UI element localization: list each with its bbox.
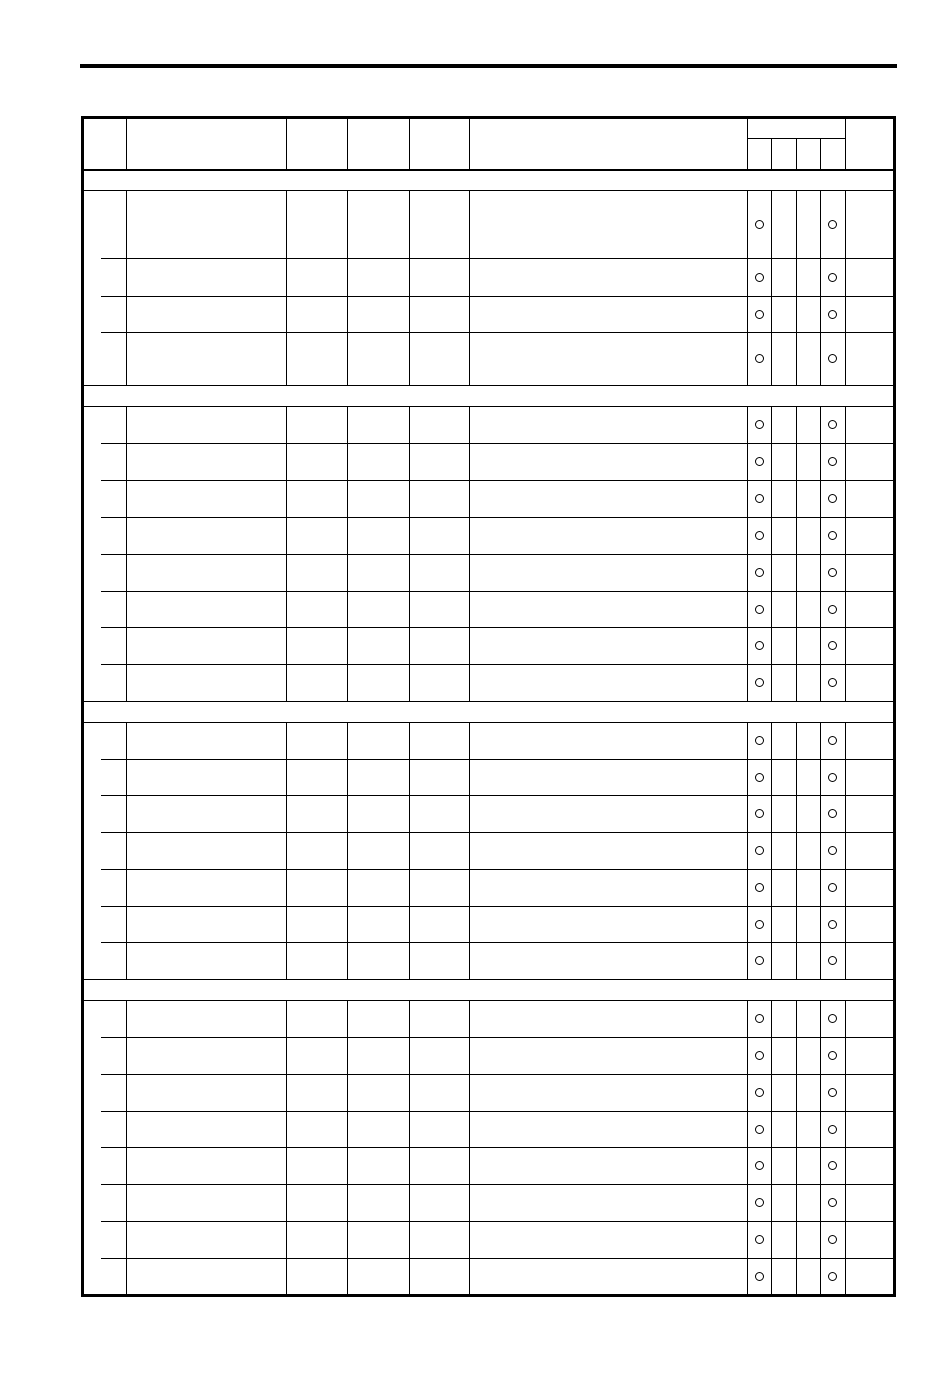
circle-mark [828, 494, 837, 503]
header-column-line [347, 116, 348, 169]
row-line [101, 627, 896, 628]
circle-mark [828, 773, 837, 782]
circle-mark [755, 457, 764, 466]
column-line [747, 190, 748, 385]
column-line [771, 190, 772, 385]
circle-mark [828, 678, 837, 687]
circle-mark [828, 273, 837, 282]
column-line [820, 722, 821, 979]
circle-mark [828, 1198, 837, 1207]
circle-mark [755, 1235, 764, 1244]
circle-mark [828, 531, 837, 540]
row-line [101, 1147, 896, 1148]
circle-mark [755, 1014, 764, 1023]
circle-mark [755, 273, 764, 282]
circle-mark [755, 1051, 764, 1060]
circle-mark [755, 773, 764, 782]
column-line [347, 722, 348, 979]
circle-mark [755, 568, 764, 577]
circle-mark [755, 809, 764, 818]
circle-mark [828, 1051, 837, 1060]
circle-mark [755, 956, 764, 965]
column-line [820, 190, 821, 385]
column-line [347, 190, 348, 385]
column-line [126, 190, 127, 385]
circle-mark [755, 531, 764, 540]
column-line [409, 722, 410, 979]
circle-mark [828, 1235, 837, 1244]
column-line [845, 190, 846, 385]
circle-mark [828, 1014, 837, 1023]
circle-mark [828, 1125, 837, 1134]
circle-mark [828, 920, 837, 929]
circle-mark [755, 883, 764, 892]
circle-mark [828, 1272, 837, 1281]
circle-mark [755, 920, 764, 929]
circle-mark [828, 220, 837, 229]
circle-mark [755, 494, 764, 503]
column-line [126, 722, 127, 979]
circle-mark [828, 736, 837, 745]
circle-mark [828, 883, 837, 892]
section-band-bottom [81, 722, 896, 723]
circle-mark [828, 956, 837, 965]
row-line [101, 942, 896, 943]
row-line [101, 1111, 896, 1112]
row-line [101, 832, 896, 833]
circle-mark [828, 809, 837, 818]
header-subcolumn-line [820, 138, 821, 169]
circle-mark [828, 420, 837, 429]
column-line [796, 722, 797, 979]
circle-mark [828, 1161, 837, 1170]
circle-mark [755, 736, 764, 745]
header-subcolumn-line [771, 138, 772, 169]
header-column-line [845, 116, 846, 169]
row-line [101, 869, 896, 870]
section-band-top [81, 979, 896, 980]
circle-mark [755, 1161, 764, 1170]
circle-mark [755, 1088, 764, 1097]
header-column-line [286, 116, 287, 169]
header-subcolumn-line [796, 138, 797, 169]
column-line [409, 190, 410, 385]
row-line [101, 517, 896, 518]
row-line [101, 480, 896, 481]
row-line [101, 258, 896, 259]
section-band-top [81, 385, 896, 386]
circle-mark [755, 678, 764, 687]
header-column-line [469, 116, 470, 169]
circle-mark [755, 605, 764, 614]
circle-mark [755, 220, 764, 229]
row-line [101, 443, 896, 444]
circle-mark [755, 310, 764, 319]
row-line [101, 1184, 896, 1185]
header-column-line [409, 116, 410, 169]
column-line [286, 722, 287, 979]
circle-mark [828, 605, 837, 614]
table-frame [81, 116, 896, 1297]
row-line [101, 1258, 896, 1259]
column-line [845, 722, 846, 979]
circle-mark [828, 846, 837, 855]
top-rule [80, 64, 897, 68]
circle-mark [755, 1198, 764, 1207]
row-line [101, 591, 896, 592]
header-column-line [747, 116, 748, 169]
circle-mark [828, 568, 837, 577]
column-line [469, 722, 470, 979]
circle-mark [828, 457, 837, 466]
row-line [101, 1221, 896, 1222]
column-line [796, 190, 797, 385]
row-line [101, 296, 896, 297]
row-line [101, 795, 896, 796]
row-line [101, 332, 896, 333]
circle-mark [755, 1272, 764, 1281]
row-line [101, 1074, 896, 1075]
circle-mark [828, 1088, 837, 1097]
row-line [101, 759, 896, 760]
circle-mark [755, 420, 764, 429]
circle-mark [755, 641, 764, 650]
section-band-bottom [81, 406, 896, 407]
circle-mark [755, 354, 764, 363]
row-line [101, 1037, 896, 1038]
circle-mark [828, 641, 837, 650]
section-band-bottom [81, 190, 896, 191]
circle-mark [828, 354, 837, 363]
column-line [286, 190, 287, 385]
section-band-bottom [81, 1000, 896, 1001]
column-line [469, 190, 470, 385]
row-line [101, 664, 896, 665]
row-line [101, 554, 896, 555]
column-line [747, 722, 748, 979]
section-band-top [81, 701, 896, 702]
section-band-top [81, 169, 896, 170]
header-column-line [126, 116, 127, 169]
row-line [101, 906, 896, 907]
circle-mark [828, 310, 837, 319]
circle-mark [755, 846, 764, 855]
column-line [771, 722, 772, 979]
circle-mark [755, 1125, 764, 1134]
specification-table [81, 116, 896, 1297]
